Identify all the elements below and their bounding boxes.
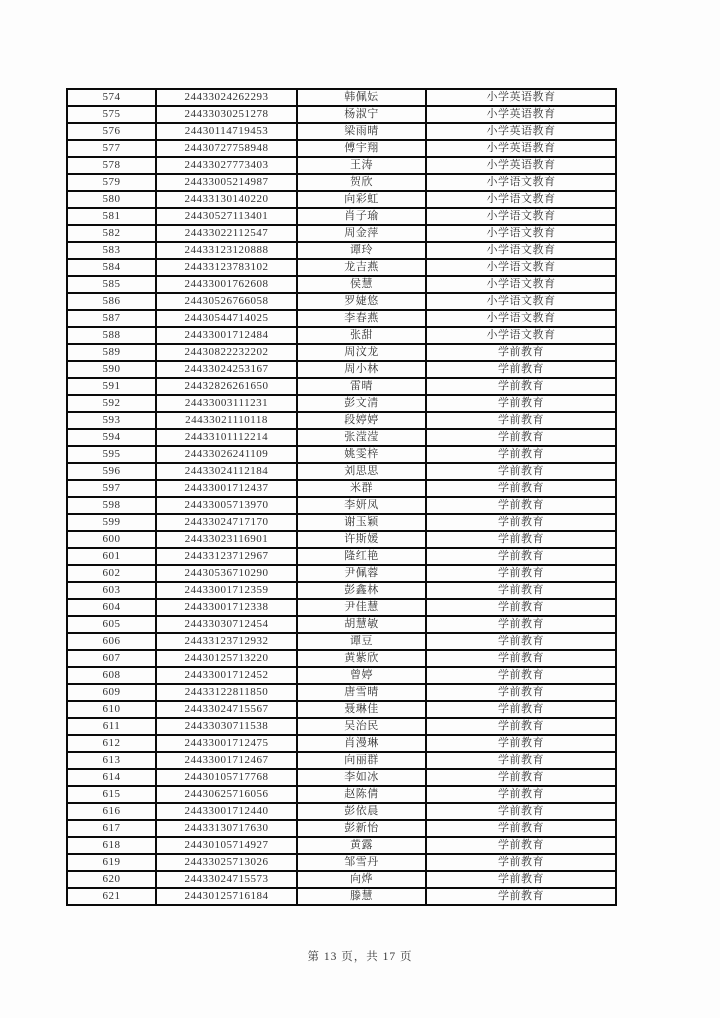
cell-serial-number: 604 bbox=[67, 599, 156, 616]
cell-major: 学前教育 bbox=[426, 395, 616, 412]
cell-registration-id: 24433001712452 bbox=[156, 667, 297, 684]
cell-registration-id: 24433123783102 bbox=[156, 259, 297, 276]
cell-serial-number: 575 bbox=[67, 106, 156, 123]
cell-candidate-name: 罗婕悠 bbox=[297, 293, 426, 310]
table-row bbox=[67, 395, 616, 412]
cell-candidate-name: 李如冰 bbox=[297, 769, 426, 786]
cell-serial-number: 605 bbox=[67, 616, 156, 633]
cell-serial-number: 581 bbox=[67, 208, 156, 225]
table-row bbox=[67, 446, 616, 463]
cell-candidate-name: 龙吉燕 bbox=[297, 259, 426, 276]
cell-serial-number: 579 bbox=[67, 174, 156, 191]
cell-candidate-name: 周小林 bbox=[297, 361, 426, 378]
cell-candidate-name: 侯慧 bbox=[297, 276, 426, 293]
cell-candidate-name: 傅宇翔 bbox=[297, 140, 426, 157]
cell-registration-id: 24433021110118 bbox=[156, 412, 297, 429]
cell-candidate-name: 赵陈倩 bbox=[297, 786, 426, 803]
table-row bbox=[67, 191, 616, 208]
cell-candidate-name: 谢玉颖 bbox=[297, 514, 426, 531]
cell-serial-number: 589 bbox=[67, 344, 156, 361]
table-row bbox=[67, 242, 616, 259]
cell-serial-number: 586 bbox=[67, 293, 156, 310]
cell-registration-id: 24433001712338 bbox=[156, 599, 297, 616]
cell-registration-id: 24433001762608 bbox=[156, 276, 297, 293]
table-row bbox=[67, 276, 616, 293]
cell-serial-number: 594 bbox=[67, 429, 156, 446]
cell-serial-number: 613 bbox=[67, 752, 156, 769]
cell-candidate-name: 谭玲 bbox=[297, 242, 426, 259]
cell-registration-id: 24433030712454 bbox=[156, 616, 297, 633]
table-row bbox=[67, 820, 616, 837]
cell-registration-id: 24433023116901 bbox=[156, 531, 297, 548]
table-row bbox=[67, 327, 616, 344]
cell-major: 学前教育 bbox=[426, 463, 616, 480]
cell-candidate-name: 李妍凤 bbox=[297, 497, 426, 514]
cell-serial-number: 593 bbox=[67, 412, 156, 429]
cell-candidate-name: 肖漫琳 bbox=[297, 735, 426, 752]
cell-registration-id: 24430822232202 bbox=[156, 344, 297, 361]
cell-serial-number: 578 bbox=[67, 157, 156, 174]
table-row bbox=[67, 123, 616, 140]
cell-registration-id: 24430625716056 bbox=[156, 786, 297, 803]
cell-serial-number: 621 bbox=[67, 888, 156, 905]
cell-candidate-name: 雷晴 bbox=[297, 378, 426, 395]
table-row bbox=[67, 208, 616, 225]
cell-registration-id: 24433001712437 bbox=[156, 480, 297, 497]
cell-serial-number: 580 bbox=[67, 191, 156, 208]
cell-serial-number: 611 bbox=[67, 718, 156, 735]
cell-serial-number: 617 bbox=[67, 820, 156, 837]
table-row bbox=[67, 89, 616, 106]
cell-serial-number: 608 bbox=[67, 667, 156, 684]
table-row bbox=[67, 497, 616, 514]
cell-major: 学前教育 bbox=[426, 735, 616, 752]
cell-candidate-name: 吴治民 bbox=[297, 718, 426, 735]
table-row bbox=[67, 106, 616, 123]
table-row bbox=[67, 667, 616, 684]
cell-registration-id: 24433025713026 bbox=[156, 854, 297, 871]
cell-registration-id: 24433022112547 bbox=[156, 225, 297, 242]
cell-major: 学前教育 bbox=[426, 752, 616, 769]
table-row bbox=[67, 259, 616, 276]
cell-registration-id: 24433122811850 bbox=[156, 684, 297, 701]
cell-candidate-name: 彭依晨 bbox=[297, 803, 426, 820]
cell-candidate-name: 张滢滢 bbox=[297, 429, 426, 446]
table-row bbox=[67, 531, 616, 548]
cell-registration-id: 24433005214987 bbox=[156, 174, 297, 191]
cell-serial-number: 583 bbox=[67, 242, 156, 259]
cell-candidate-name: 尹佩蓉 bbox=[297, 565, 426, 582]
cell-serial-number: 592 bbox=[67, 395, 156, 412]
cell-serial-number: 616 bbox=[67, 803, 156, 820]
cell-candidate-name: 许斯媛 bbox=[297, 531, 426, 548]
table-row bbox=[67, 854, 616, 871]
table-row bbox=[67, 701, 616, 718]
cell-serial-number: 591 bbox=[67, 378, 156, 395]
cell-candidate-name: 段婷婷 bbox=[297, 412, 426, 429]
page-number-indicator: 第 13 页，共 17 页 bbox=[307, 951, 413, 963]
cell-major: 小学语文教育 bbox=[426, 208, 616, 225]
cell-serial-number: 582 bbox=[67, 225, 156, 242]
table-row bbox=[67, 361, 616, 378]
cell-candidate-name: 胡慧敏 bbox=[297, 616, 426, 633]
cell-registration-id: 24433027773403 bbox=[156, 157, 297, 174]
table-row bbox=[67, 871, 616, 888]
cell-major: 小学语文教育 bbox=[426, 242, 616, 259]
table-row bbox=[67, 293, 616, 310]
cell-serial-number: 602 bbox=[67, 565, 156, 582]
cell-major: 学前教育 bbox=[426, 446, 616, 463]
cell-candidate-name: 梁雨晴 bbox=[297, 123, 426, 140]
cell-registration-id: 24433026241109 bbox=[156, 446, 297, 463]
cell-registration-id: 24433024112184 bbox=[156, 463, 297, 480]
cell-serial-number: 588 bbox=[67, 327, 156, 344]
cell-candidate-name: 张甜 bbox=[297, 327, 426, 344]
table-row bbox=[67, 140, 616, 157]
cell-serial-number: 619 bbox=[67, 854, 156, 871]
table-row bbox=[67, 616, 616, 633]
cell-major: 学前教育 bbox=[426, 803, 616, 820]
cell-major: 学前教育 bbox=[426, 684, 616, 701]
table-row bbox=[67, 463, 616, 480]
cell-serial-number: 598 bbox=[67, 497, 156, 514]
cell-major: 学前教育 bbox=[426, 582, 616, 599]
cell-major: 学前教育 bbox=[426, 871, 616, 888]
cell-registration-id: 24433030251278 bbox=[156, 106, 297, 123]
cell-candidate-name: 隆红艳 bbox=[297, 548, 426, 565]
cell-candidate-name: 曾婷 bbox=[297, 667, 426, 684]
table-row bbox=[67, 769, 616, 786]
table-row bbox=[67, 514, 616, 531]
cell-major: 学前教育 bbox=[426, 531, 616, 548]
cell-registration-id: 24433024715573 bbox=[156, 871, 297, 888]
cell-serial-number: 612 bbox=[67, 735, 156, 752]
table-row bbox=[67, 480, 616, 497]
cell-serial-number: 597 bbox=[67, 480, 156, 497]
cell-serial-number: 600 bbox=[67, 531, 156, 548]
cell-major: 小学英语教育 bbox=[426, 140, 616, 157]
cell-major: 小学语文教育 bbox=[426, 259, 616, 276]
table-row bbox=[67, 429, 616, 446]
cell-registration-id: 24433024253167 bbox=[156, 361, 297, 378]
cell-candidate-name: 滕慧 bbox=[297, 888, 426, 905]
cell-candidate-name: 姚雯梓 bbox=[297, 446, 426, 463]
cell-registration-id: 24433030711538 bbox=[156, 718, 297, 735]
cell-major: 学前教育 bbox=[426, 565, 616, 582]
cell-serial-number: 601 bbox=[67, 548, 156, 565]
cell-major: 学前教育 bbox=[426, 888, 616, 905]
cell-registration-id: 24433024262293 bbox=[156, 89, 297, 106]
cell-major: 学前教育 bbox=[426, 701, 616, 718]
cell-registration-id: 24430105714927 bbox=[156, 837, 297, 854]
cell-major: 小学语文教育 bbox=[426, 327, 616, 344]
cell-serial-number: 609 bbox=[67, 684, 156, 701]
table-row bbox=[67, 378, 616, 395]
cell-registration-id: 24433123712932 bbox=[156, 633, 297, 650]
table-row bbox=[67, 803, 616, 820]
cell-serial-number: 615 bbox=[67, 786, 156, 803]
cell-major: 学前教育 bbox=[426, 786, 616, 803]
cell-registration-id: 24433123712967 bbox=[156, 548, 297, 565]
cell-serial-number: 607 bbox=[67, 650, 156, 667]
cell-candidate-name: 邹雪丹 bbox=[297, 854, 426, 871]
table-row bbox=[67, 718, 616, 735]
cell-candidate-name: 彭文清 bbox=[297, 395, 426, 412]
cell-major: 学前教育 bbox=[426, 497, 616, 514]
table-row bbox=[67, 888, 616, 905]
cell-major: 学前教育 bbox=[426, 820, 616, 837]
cell-registration-id: 24430114719453 bbox=[156, 123, 297, 140]
cell-registration-id: 24433001712359 bbox=[156, 582, 297, 599]
cell-registration-id: 24433001712475 bbox=[156, 735, 297, 752]
table-row bbox=[67, 344, 616, 361]
cell-registration-id: 24433001712440 bbox=[156, 803, 297, 820]
cell-registration-id: 24433101112214 bbox=[156, 429, 297, 446]
cell-registration-id: 24433005713970 bbox=[156, 497, 297, 514]
cell-candidate-name: 肖子瑜 bbox=[297, 208, 426, 225]
cell-registration-id: 24433123120888 bbox=[156, 242, 297, 259]
cell-major: 学前教育 bbox=[426, 769, 616, 786]
cell-major: 小学语文教育 bbox=[426, 293, 616, 310]
cell-major: 小学语文教育 bbox=[426, 174, 616, 191]
cell-candidate-name: 杨淑宁 bbox=[297, 106, 426, 123]
table-body bbox=[67, 89, 616, 905]
cell-serial-number: 606 bbox=[67, 633, 156, 650]
cell-major: 学前教育 bbox=[426, 633, 616, 650]
cell-serial-number: 603 bbox=[67, 582, 156, 599]
cell-major: 小学英语教育 bbox=[426, 106, 616, 123]
table-row bbox=[67, 684, 616, 701]
cell-major: 小学英语教育 bbox=[426, 157, 616, 174]
cell-candidate-name: 周汶龙 bbox=[297, 344, 426, 361]
table-row bbox=[67, 752, 616, 769]
cell-serial-number: 574 bbox=[67, 89, 156, 106]
table-row bbox=[67, 225, 616, 242]
cell-registration-id: 24432826261650 bbox=[156, 378, 297, 395]
cell-candidate-name: 彭新怡 bbox=[297, 820, 426, 837]
cell-serial-number: 577 bbox=[67, 140, 156, 157]
cell-serial-number: 610 bbox=[67, 701, 156, 718]
cell-registration-id: 24430527113401 bbox=[156, 208, 297, 225]
cell-major: 学前教育 bbox=[426, 548, 616, 565]
cell-registration-id: 24433130140220 bbox=[156, 191, 297, 208]
table-row bbox=[67, 735, 616, 752]
cell-major: 小学语文教育 bbox=[426, 276, 616, 293]
cell-major: 学前教育 bbox=[426, 429, 616, 446]
cell-candidate-name: 贺欣 bbox=[297, 174, 426, 191]
cell-candidate-name: 唐雪晴 bbox=[297, 684, 426, 701]
cell-major: 学前教育 bbox=[426, 514, 616, 531]
table-row bbox=[67, 582, 616, 599]
table-row bbox=[67, 837, 616, 854]
cell-major: 小学语文教育 bbox=[426, 191, 616, 208]
cell-registration-id: 24433001712467 bbox=[156, 752, 297, 769]
cell-registration-id: 24430105717768 bbox=[156, 769, 297, 786]
cell-major: 学前教育 bbox=[426, 480, 616, 497]
cell-serial-number: 584 bbox=[67, 259, 156, 276]
cell-registration-id: 24433024717170 bbox=[156, 514, 297, 531]
cell-candidate-name: 黄露 bbox=[297, 837, 426, 854]
table-row bbox=[67, 565, 616, 582]
cell-candidate-name: 向彩虹 bbox=[297, 191, 426, 208]
cell-serial-number: 595 bbox=[67, 446, 156, 463]
cell-major: 学前教育 bbox=[426, 650, 616, 667]
cell-serial-number: 587 bbox=[67, 310, 156, 327]
cell-candidate-name: 向烨 bbox=[297, 871, 426, 888]
cell-major: 学前教育 bbox=[426, 412, 616, 429]
cell-candidate-name: 聂琳佳 bbox=[297, 701, 426, 718]
cell-candidate-name: 王涛 bbox=[297, 157, 426, 174]
cell-registration-id: 24430526766058 bbox=[156, 293, 297, 310]
cell-serial-number: 599 bbox=[67, 514, 156, 531]
table-row bbox=[67, 786, 616, 803]
cell-major: 学前教育 bbox=[426, 667, 616, 684]
cell-candidate-name: 李春燕 bbox=[297, 310, 426, 327]
cell-registration-id: 24430544714025 bbox=[156, 310, 297, 327]
cell-candidate-name: 向丽群 bbox=[297, 752, 426, 769]
cell-major: 学前教育 bbox=[426, 599, 616, 616]
cell-serial-number: 618 bbox=[67, 837, 156, 854]
cell-candidate-name: 黄紫欣 bbox=[297, 650, 426, 667]
cell-major: 学前教育 bbox=[426, 361, 616, 378]
cell-registration-id: 24433130717630 bbox=[156, 820, 297, 837]
cell-major: 小学语文教育 bbox=[426, 310, 616, 327]
cell-major: 学前教育 bbox=[426, 837, 616, 854]
cell-major: 学前教育 bbox=[426, 854, 616, 871]
cell-candidate-name: 韩佩妘 bbox=[297, 89, 426, 106]
table-row bbox=[67, 412, 616, 429]
table-row bbox=[67, 157, 616, 174]
table-row bbox=[67, 633, 616, 650]
cell-registration-id: 24430536710290 bbox=[156, 565, 297, 582]
cell-serial-number: 596 bbox=[67, 463, 156, 480]
cell-serial-number: 620 bbox=[67, 871, 156, 888]
cell-major: 学前教育 bbox=[426, 378, 616, 395]
cell-serial-number: 576 bbox=[67, 123, 156, 140]
cell-registration-id: 24433001712484 bbox=[156, 327, 297, 344]
cell-candidate-name: 尹佳慧 bbox=[297, 599, 426, 616]
cell-major: 学前教育 bbox=[426, 616, 616, 633]
cell-serial-number: 585 bbox=[67, 276, 156, 293]
cell-registration-id: 24430125716184 bbox=[156, 888, 297, 905]
cell-major: 小学英语教育 bbox=[426, 123, 616, 140]
cell-registration-id: 24433003111231 bbox=[156, 395, 297, 412]
candidate-roster-table bbox=[66, 88, 617, 906]
cell-major: 小学语文教育 bbox=[426, 225, 616, 242]
cell-candidate-name: 米群 bbox=[297, 480, 426, 497]
table-row bbox=[67, 174, 616, 191]
cell-registration-id: 24430727758948 bbox=[156, 140, 297, 157]
cell-registration-id: 24430125713220 bbox=[156, 650, 297, 667]
cell-candidate-name: 周金萍 bbox=[297, 225, 426, 242]
cell-registration-id: 24433024715567 bbox=[156, 701, 297, 718]
table-row bbox=[67, 548, 616, 565]
table-row bbox=[67, 310, 616, 327]
cell-candidate-name: 彭鑫林 bbox=[297, 582, 426, 599]
cell-serial-number: 590 bbox=[67, 361, 156, 378]
cell-serial-number: 614 bbox=[67, 769, 156, 786]
cell-major: 小学英语教育 bbox=[426, 89, 616, 106]
cell-candidate-name: 刘思思 bbox=[297, 463, 426, 480]
table-row bbox=[67, 650, 616, 667]
table-row bbox=[67, 599, 616, 616]
cell-candidate-name: 谭豆 bbox=[297, 633, 426, 650]
cell-major: 学前教育 bbox=[426, 344, 616, 361]
cell-major: 学前教育 bbox=[426, 718, 616, 735]
